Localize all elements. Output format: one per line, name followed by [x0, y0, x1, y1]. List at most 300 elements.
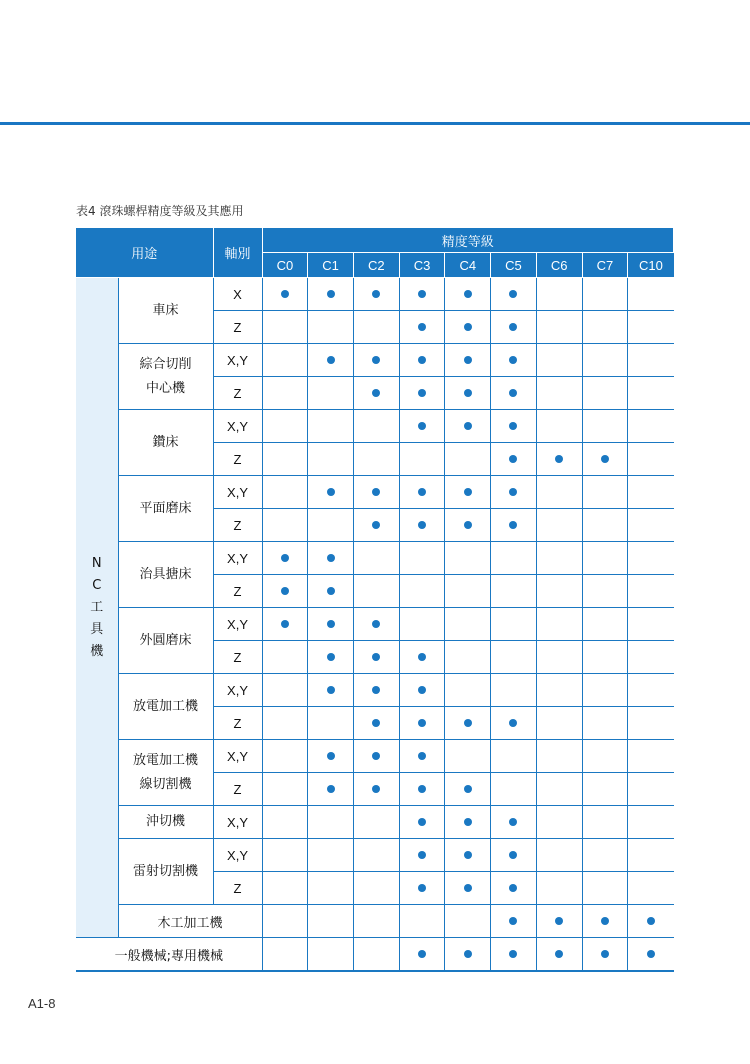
grade-cell	[308, 905, 354, 938]
grade-cell	[262, 443, 308, 476]
table-row	[76, 542, 674, 575]
grade-cell	[491, 443, 537, 476]
grade-cell	[582, 410, 628, 443]
axis-label: X,Y	[213, 410, 262, 443]
grade-cell	[582, 608, 628, 641]
applicable-dot-icon	[509, 290, 517, 298]
grade-cell	[491, 938, 537, 972]
table-row	[76, 278, 674, 311]
applicable-dot-icon	[372, 488, 380, 496]
applicable-dot-icon	[418, 290, 426, 298]
applicable-dot-icon	[418, 785, 426, 793]
table-row	[76, 806, 674, 839]
axis-label: X,Y	[213, 674, 262, 707]
grade-cell	[491, 839, 537, 872]
grade-cell	[536, 575, 582, 608]
applicable-dot-icon	[418, 851, 426, 859]
axis-label: X,Y	[213, 476, 262, 509]
grade-cell	[628, 872, 674, 905]
applicable-dot-icon	[418, 719, 426, 727]
grade-cell	[262, 377, 308, 410]
applicable-dot-icon	[418, 653, 426, 661]
grade-cell	[308, 575, 354, 608]
axis-label: Z	[213, 575, 262, 608]
grade-cell	[308, 641, 354, 674]
grade-cell	[445, 278, 491, 311]
applicable-dot-icon	[418, 389, 426, 397]
axis-label: Z	[213, 641, 262, 674]
machine-name: 外圓磨床	[118, 608, 213, 674]
grade-cell	[445, 773, 491, 806]
grade-cell	[353, 905, 399, 938]
grade-cell	[399, 311, 445, 344]
grade-cell	[399, 839, 445, 872]
machine-name: 車床	[118, 278, 213, 344]
applicable-dot-icon	[372, 290, 380, 298]
applicable-dot-icon	[418, 818, 426, 826]
grade-cell	[353, 344, 399, 377]
grade-cell	[308, 278, 354, 311]
grade-cell	[308, 443, 354, 476]
grade-cell	[445, 608, 491, 641]
grade-cell	[353, 641, 399, 674]
axis-label: Z	[213, 773, 262, 806]
applicable-dot-icon	[418, 950, 426, 958]
grade-cell	[491, 740, 537, 773]
applicable-dot-icon	[509, 488, 517, 496]
grade-cell	[582, 509, 628, 542]
grade-cell	[491, 773, 537, 806]
axis-label: X,Y	[213, 344, 262, 377]
grade-cell	[582, 839, 628, 872]
grade-cell	[308, 476, 354, 509]
grade-cell	[308, 509, 354, 542]
grade-cell	[536, 641, 582, 674]
grade-cell	[536, 410, 582, 443]
axis-label: X,Y	[213, 806, 262, 839]
grade-cell	[353, 608, 399, 641]
machine-name: 綜合切削 中心機	[118, 344, 213, 410]
grade-cell	[628, 377, 674, 410]
applicable-dot-icon	[555, 917, 563, 925]
grade-cell	[353, 773, 399, 806]
grade-cell	[353, 410, 399, 443]
grade-cell	[582, 476, 628, 509]
grade-cell	[582, 344, 628, 377]
nc-machine-group-label	[76, 278, 118, 938]
grade-header-c3: C3	[399, 253, 445, 278]
axis-label: Z	[213, 509, 262, 542]
grade-cell	[399, 509, 445, 542]
grade-cell	[353, 509, 399, 542]
grade-cell	[308, 707, 354, 740]
applicable-dot-icon	[509, 719, 517, 727]
applicable-dot-icon	[464, 818, 472, 826]
applicable-dot-icon	[464, 521, 472, 529]
machine-name: 放電加工機 線切割機	[118, 740, 213, 806]
applicable-dot-icon	[418, 488, 426, 496]
grade-cell	[262, 905, 308, 938]
grade-cell	[628, 344, 674, 377]
grade-cell	[628, 938, 674, 972]
grade-cell	[582, 773, 628, 806]
grade-header-c6: C6	[536, 253, 582, 278]
grade-cell	[536, 707, 582, 740]
grade-cell	[628, 740, 674, 773]
applicable-dot-icon	[281, 587, 289, 595]
applicable-dot-icon	[327, 554, 335, 562]
applicable-dot-icon	[418, 884, 426, 892]
applicable-dot-icon	[464, 422, 472, 430]
grade-cell	[445, 938, 491, 972]
machine-name: 鑽床	[118, 410, 213, 476]
grade-cell	[353, 377, 399, 410]
grade-cell	[399, 905, 445, 938]
grade-cell	[445, 443, 491, 476]
grade-cell	[445, 509, 491, 542]
grade-header-c0: C0	[262, 253, 308, 278]
grade-cell	[582, 905, 628, 938]
grade-cell	[582, 377, 628, 410]
grade-cell	[445, 641, 491, 674]
grade-cell	[308, 872, 354, 905]
grade-cell	[353, 278, 399, 311]
grade-cell	[536, 476, 582, 509]
grade-cell	[399, 410, 445, 443]
grade-cell	[628, 641, 674, 674]
grade-cell	[445, 377, 491, 410]
machine-name: 沖切機	[118, 806, 213, 839]
grade-cell	[399, 707, 445, 740]
grade-cell	[262, 938, 308, 972]
grade-cell	[262, 278, 308, 311]
grade-cell	[628, 410, 674, 443]
applicable-dot-icon	[418, 521, 426, 529]
grade-cell	[491, 872, 537, 905]
applicable-dot-icon	[509, 356, 517, 364]
grade-cell	[308, 377, 354, 410]
applicable-dot-icon	[509, 818, 517, 826]
grade-cell	[353, 839, 399, 872]
grade-cell	[262, 773, 308, 806]
grade-cell	[445, 839, 491, 872]
applicable-dot-icon	[464, 488, 472, 496]
applicable-dot-icon	[464, 389, 472, 397]
grade-cell	[399, 344, 445, 377]
grade-cell	[308, 740, 354, 773]
applicable-dot-icon	[327, 488, 335, 496]
grade-cell	[262, 608, 308, 641]
grade-cell	[491, 674, 537, 707]
grade-cell	[536, 806, 582, 839]
grade-cell	[445, 905, 491, 938]
machine-name: 平面磨床	[118, 476, 213, 542]
grade-cell	[491, 377, 537, 410]
grade-cell	[582, 740, 628, 773]
grade-header-c5: C5	[491, 253, 537, 278]
table-row	[76, 476, 674, 509]
grade-cell	[445, 542, 491, 575]
grade-cell	[353, 740, 399, 773]
grade-cell	[353, 542, 399, 575]
header-rule	[0, 122, 750, 125]
grade-cell	[308, 938, 354, 972]
grade-cell	[262, 542, 308, 575]
grade-cell	[445, 872, 491, 905]
grade-cell	[491, 542, 537, 575]
grade-cell	[536, 443, 582, 476]
grade-cell	[491, 476, 537, 509]
applicable-dot-icon	[418, 752, 426, 760]
applicable-dot-icon	[372, 719, 380, 727]
grade-cell	[582, 542, 628, 575]
grade-cell	[628, 476, 674, 509]
grade-header-c4: C4	[445, 253, 491, 278]
grade-cell	[536, 542, 582, 575]
applicable-dot-icon	[372, 620, 380, 628]
applicable-dot-icon	[372, 752, 380, 760]
grade-cell	[308, 608, 354, 641]
grade-cell	[582, 674, 628, 707]
grade-cell	[628, 542, 674, 575]
applicable-dot-icon	[464, 719, 472, 727]
grade-cell	[628, 509, 674, 542]
applicable-dot-icon	[464, 950, 472, 958]
grade-cell	[628, 905, 674, 938]
grade-header-c2: C2	[353, 253, 399, 278]
table-row	[76, 905, 674, 938]
table-row	[76, 344, 674, 377]
applicable-dot-icon	[372, 389, 380, 397]
header-usage: 用途	[76, 228, 213, 278]
axis-label: Z	[213, 377, 262, 410]
applicable-dot-icon	[327, 686, 335, 694]
grade-cell	[536, 938, 582, 972]
grade-cell	[308, 674, 354, 707]
axis-label: Z	[213, 707, 262, 740]
grade-header-c10: C10	[628, 253, 674, 278]
grade-cell	[262, 839, 308, 872]
applicable-dot-icon	[464, 785, 472, 793]
grade-cell	[399, 740, 445, 773]
grade-cell	[536, 311, 582, 344]
grade-cell	[536, 278, 582, 311]
grade-cell	[628, 443, 674, 476]
grade-cell	[262, 344, 308, 377]
grade-cell	[445, 707, 491, 740]
grade-cell	[308, 344, 354, 377]
table-row	[76, 608, 674, 641]
axis-label: Z	[213, 311, 262, 344]
machine-name: 一般機械;專用機械	[76, 938, 262, 972]
grade-cell	[445, 476, 491, 509]
table-row	[76, 410, 674, 443]
grade-cell	[353, 806, 399, 839]
grade-cell	[582, 938, 628, 972]
grade-cell	[582, 707, 628, 740]
applicable-dot-icon	[464, 884, 472, 892]
applicable-dot-icon	[464, 356, 472, 364]
grade-cell	[491, 278, 537, 311]
grade-cell	[353, 938, 399, 972]
applicable-dot-icon	[372, 521, 380, 529]
axis-label: Z	[213, 443, 262, 476]
grade-cell	[262, 509, 308, 542]
applicable-dot-icon	[509, 521, 517, 529]
grade-cell	[491, 707, 537, 740]
grade-cell	[445, 344, 491, 377]
grade-cell	[262, 311, 308, 344]
grade-cell	[628, 608, 674, 641]
grade-cell	[262, 575, 308, 608]
machine-name: 雷射切割機	[118, 839, 213, 905]
applicable-dot-icon	[327, 620, 335, 628]
axis-label: X,Y	[213, 542, 262, 575]
axis-label: X,Y	[213, 740, 262, 773]
grade-cell	[536, 344, 582, 377]
applicable-dot-icon	[372, 653, 380, 661]
grade-cell	[491, 311, 537, 344]
grade-cell	[399, 806, 445, 839]
grade-cell	[353, 872, 399, 905]
grade-cell	[399, 872, 445, 905]
grade-cell	[353, 575, 399, 608]
grade-cell	[399, 674, 445, 707]
grade-cell	[262, 740, 308, 773]
grade-cell	[445, 806, 491, 839]
applicable-dot-icon	[464, 851, 472, 859]
grade-cell	[353, 311, 399, 344]
table-row	[76, 839, 674, 872]
grade-cell	[399, 938, 445, 972]
precision-grade-table	[76, 228, 674, 972]
grade-cell	[399, 377, 445, 410]
grade-cell	[262, 410, 308, 443]
applicable-dot-icon	[647, 950, 655, 958]
grade-cell	[308, 839, 354, 872]
applicable-dot-icon	[509, 950, 517, 958]
table-row	[76, 740, 674, 773]
grade-cell	[491, 410, 537, 443]
applicable-dot-icon	[281, 554, 289, 562]
applicable-dot-icon	[509, 389, 517, 397]
grade-cell	[536, 608, 582, 641]
grade-cell	[353, 443, 399, 476]
page-number: A1-8	[28, 996, 56, 1011]
grade-cell	[399, 773, 445, 806]
header-grade: 精度等級	[262, 228, 673, 253]
grade-cell	[628, 575, 674, 608]
applicable-dot-icon	[372, 785, 380, 793]
applicable-dot-icon	[327, 356, 335, 364]
grade-cell	[628, 806, 674, 839]
grade-cell	[491, 905, 537, 938]
grade-cell	[491, 575, 537, 608]
grade-cell	[628, 839, 674, 872]
grade-cell	[582, 311, 628, 344]
table-caption: 表4 滾珠螺桿精度等級及其應用	[76, 204, 244, 218]
applicable-dot-icon	[418, 422, 426, 430]
applicable-dot-icon	[509, 917, 517, 925]
applicable-dot-icon	[601, 950, 609, 958]
applicable-dot-icon	[372, 356, 380, 364]
grade-cell	[308, 773, 354, 806]
grade-cell	[308, 311, 354, 344]
grade-cell	[445, 575, 491, 608]
grade-cell	[536, 509, 582, 542]
applicable-dot-icon	[555, 950, 563, 958]
grade-cell	[399, 608, 445, 641]
applicable-dot-icon	[418, 686, 426, 694]
grade-cell	[491, 608, 537, 641]
applicable-dot-icon	[464, 323, 472, 331]
grade-cell	[536, 674, 582, 707]
grade-cell	[491, 641, 537, 674]
applicable-dot-icon	[601, 917, 609, 925]
grade-cell	[445, 674, 491, 707]
applicable-dot-icon	[327, 587, 335, 595]
grade-cell	[308, 410, 354, 443]
applicable-dot-icon	[418, 356, 426, 364]
grade-cell	[582, 278, 628, 311]
grade-cell	[628, 707, 674, 740]
grade-cell	[262, 476, 308, 509]
grade-cell	[582, 641, 628, 674]
axis-label: X,Y	[213, 608, 262, 641]
applicable-dot-icon	[418, 323, 426, 331]
applicable-dot-icon	[647, 917, 655, 925]
grade-cell	[445, 740, 491, 773]
grade-cell	[445, 410, 491, 443]
grade-cell	[536, 872, 582, 905]
grade-cell	[262, 806, 308, 839]
applicable-dot-icon	[327, 785, 335, 793]
applicable-dot-icon	[372, 686, 380, 694]
grade-cell	[491, 509, 537, 542]
grade-header-c7: C7	[582, 253, 628, 278]
axis-label: X	[213, 278, 262, 311]
grade-cell	[628, 311, 674, 344]
applicable-dot-icon	[281, 290, 289, 298]
grade-cell	[582, 872, 628, 905]
applicable-dot-icon	[555, 455, 563, 463]
applicable-dot-icon	[281, 620, 289, 628]
grade-cell	[536, 839, 582, 872]
applicable-dot-icon	[327, 752, 335, 760]
grade-cell	[399, 278, 445, 311]
axis-label: X,Y	[213, 839, 262, 872]
nc-group-text: NC工具機	[90, 555, 104, 659]
table-row	[76, 938, 674, 972]
applicable-dot-icon	[464, 290, 472, 298]
grade-cell	[491, 344, 537, 377]
grade-cell	[399, 476, 445, 509]
grade-cell	[353, 674, 399, 707]
grade-cell	[262, 641, 308, 674]
grade-cell	[628, 674, 674, 707]
applicable-dot-icon	[327, 290, 335, 298]
grade-cell	[491, 806, 537, 839]
applicable-dot-icon	[509, 884, 517, 892]
grade-cell	[262, 872, 308, 905]
grade-cell	[399, 542, 445, 575]
grade-cell	[536, 740, 582, 773]
applicable-dot-icon	[509, 422, 517, 430]
axis-label: Z	[213, 872, 262, 905]
grade-cell	[262, 707, 308, 740]
grade-cell	[582, 443, 628, 476]
grade-cell	[262, 674, 308, 707]
